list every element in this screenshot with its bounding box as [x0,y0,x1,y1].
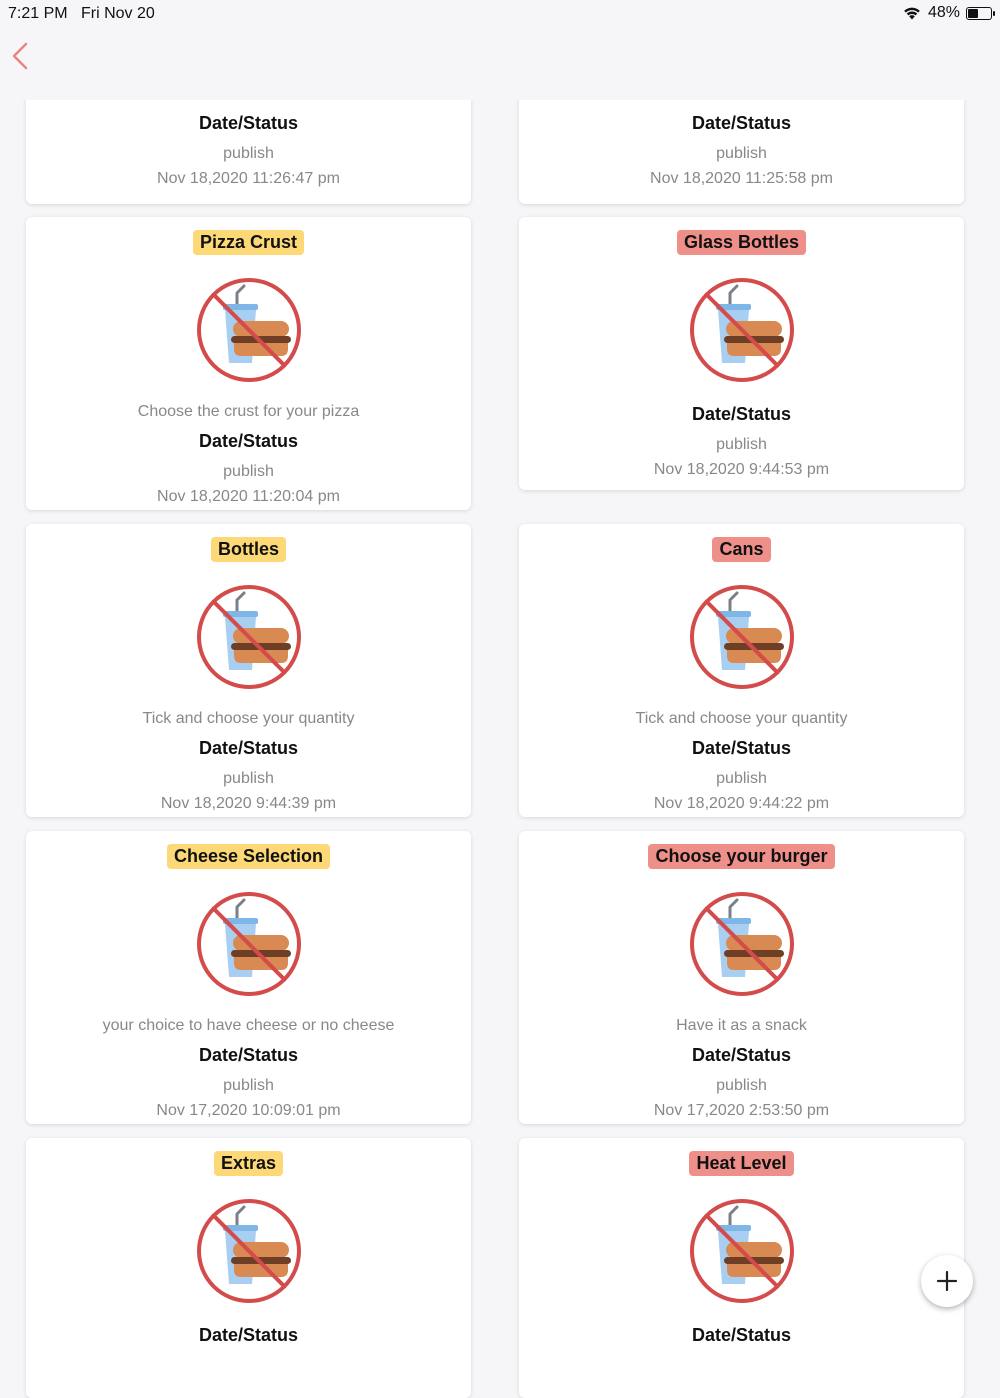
status-date: Fri Nov 20 [81,5,155,22]
no-food-drink-icon [196,1198,302,1304]
no-food-drink-icon [196,891,302,997]
card-description: Tick and choose your quantity [635,710,848,727]
no-food-drink-icon [689,1198,795,1304]
card-description: Tick and choose your quantity [142,710,355,727]
product-card[interactable] [26,1138,471,1398]
card-date-heading: Date/Status [198,738,299,758]
wifi-icon [902,5,922,21]
card-date-heading: Date/Status [691,113,792,133]
card-date-heading: Date/Status [691,1325,792,1345]
product-card[interactable] [519,524,964,817]
card-status: publish [223,145,274,162]
no-food-drink-icon [196,277,302,383]
card-title: Choose your burger [648,844,834,869]
card-status: publish [716,770,767,787]
card-date: Nov 17,2020 10:09:01 pm [156,1102,341,1119]
product-card[interactable] [519,217,964,490]
product-list[interactable] [0,100,1000,1345]
status-bar [0,0,1000,28]
card-title: Heat Level [689,1151,793,1176]
card-date: Nov 18,2020 9:44:22 pm [653,795,830,812]
battery-nub [993,11,995,16]
card-status: publish [223,1077,274,1094]
card-status: publish [716,145,767,162]
card-description: Have it as a snack [676,1017,807,1034]
card-date-heading: Date/Status [691,738,792,758]
product-card[interactable] [26,524,471,817]
status-time: 7:21 PM [8,5,68,22]
card-date: Nov 18,2020 9:44:53 pm [653,461,830,478]
card-status: publish [223,770,274,787]
product-card[interactable] [26,831,471,1124]
back-button[interactable] [8,40,36,72]
card-title: Glass Bottles [677,230,806,255]
no-food-drink-icon [196,584,302,690]
card-description: Choose the crust for your pizza [137,403,360,420]
no-food-drink-icon [689,277,795,383]
card-date: Nov 18,2020 11:26:47 pm [157,170,340,187]
nav-bar [0,28,1000,100]
card-status: publish [223,463,274,480]
product-card[interactable] [519,90,964,204]
plus-icon [936,1270,958,1292]
product-card[interactable] [26,90,471,204]
card-date: Nov 18,2020 9:44:39 pm [160,795,337,812]
no-food-drink-icon [689,891,795,997]
card-title: Cheese Selection [167,844,330,869]
card-date: Nov 18,2020 11:20:04 pm [157,488,340,505]
card-title: Pizza Crust [193,230,304,255]
card-date-heading: Date/Status [198,431,299,451]
card-description: your choice to have cheese or no cheese [102,1017,395,1034]
card-date-heading: Date/Status [198,1325,299,1345]
card-title: Bottles [211,537,286,562]
card-date-heading: Date/Status [691,404,792,424]
status-right [902,4,992,22]
card-date-heading: Date/Status [198,1045,299,1065]
product-card[interactable] [519,831,964,1124]
card-title: Cans [712,537,770,562]
card-date-heading: Date/Status [198,113,299,133]
no-food-drink-icon [689,584,795,690]
battery-percent: 48% [927,4,960,21]
card-title: Extras [214,1151,283,1176]
battery-icon [966,7,992,20]
battery-fill [968,9,978,18]
card-date: Nov 17,2020 2:53:50 pm [653,1102,830,1119]
add-button[interactable] [921,1255,973,1307]
card-date-heading: Date/Status [691,1045,792,1065]
card-date: Nov 18,2020 11:25:58 pm [650,170,833,187]
product-card[interactable] [26,217,471,510]
chevron-left-icon [8,40,36,72]
card-status: publish [716,1077,767,1094]
card-status: publish [716,436,767,453]
product-card[interactable] [519,1138,964,1398]
